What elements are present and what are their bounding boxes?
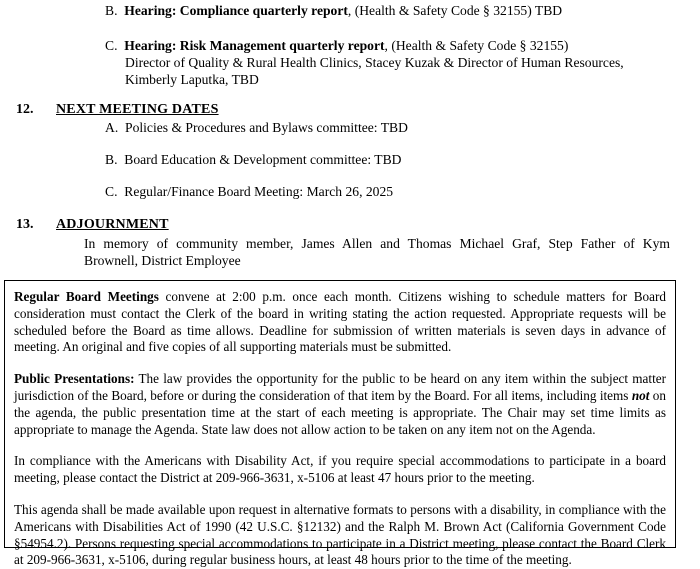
section-12-title: NEXT MEETING DATES	[56, 102, 219, 117]
item-title: Hearing: Compliance quarterly report	[124, 3, 348, 18]
notice-text: on the agenda, the public presentation time at the start of each meeting is appropriate. The Chair may set time limits as appropriate to manage the Agenda. State law does not allow action to be taken on any item not on the Agenda.	[14, 387, 666, 437]
agenda-item-b	[105, 2, 562, 19]
notice-public-presentations	[14, 371, 666, 438]
item-letter: A.	[105, 120, 119, 135]
next-meeting-item	[105, 151, 402, 168]
item-detail: , (Health & Safety Code § 32155)	[384, 38, 569, 53]
section-13-number: 13.	[16, 217, 34, 232]
adjournment-text-continued: Brownell, District Employee	[84, 253, 241, 268]
section-12-number: 12.	[16, 102, 34, 117]
adjournment-text: In memory of community member, James Allen and Thomas Michael Graf, Step Father of Kym	[84, 236, 670, 251]
notice-ada-compliance	[14, 453, 666, 487]
next-meeting-item	[105, 119, 408, 136]
item-letter: B.	[105, 3, 118, 18]
item-letter: C.	[105, 184, 118, 199]
item-letter: B.	[105, 152, 118, 167]
item-letter: C.	[105, 38, 118, 53]
meeting-notice-box	[4, 280, 676, 568]
item-title: Hearing: Risk Management quarterly report	[124, 38, 385, 53]
item-c-continuation: Director of Quality & Rural Health Clinics, Stacey Kuzak & Director of Human Resources,	[125, 55, 624, 70]
item-text: Regular/Finance Board Meeting: March 26, 2025	[124, 184, 394, 199]
notice-emphasis: not	[631, 387, 650, 403]
notice-text: The law provides the opportunity for the public to be heard on any item within the subject matter jurisdiction of the Board, before or during the consideration of that item by the Board. For all items, including items	[14, 371, 666, 403]
notice-regular-meetings	[14, 289, 666, 356]
notice-text: This agenda shall be made available upon request in alternative formats to persons with a disability, in compliance with the Americans with Disabilities Act of 1990 (42 U.S.C. §12132) and the Ralph M. Brown Act (California Government Code §54954.2). Persons requesting special accommodations to participate in a District meeting, please contact the Board Clerk at 209-966-3631, x-5106, during regular business hours, at least 48 hours prior to the time of the meeting.	[14, 501, 666, 568]
item-detail: , (Health & Safety Code § 32155) TBD	[347, 3, 563, 18]
notice-text: convene at 2:00 p.m. once each month. Citizens wishing to schedule matters for Board consideration must contact the Clerk of the board in writing stating the action requested. Appropriate requests will be scheduled before the Board as time allows. Deadline for submission of written materials is seven days in advance of meeting. An original and five copies of all supporting materials must be submitted.	[14, 289, 666, 355]
next-meeting-item	[105, 183, 393, 200]
notice-alternative-formats	[14, 502, 666, 569]
notice-label: Public Presentations:	[14, 371, 135, 387]
item-text: Board Education & Development committee: TBD	[124, 152, 402, 167]
agenda-item-c	[105, 37, 568, 54]
notice-label: Regular Board Meetings	[14, 289, 159, 304]
section-13-title: ADJOURNMENT	[56, 217, 169, 232]
item-c-continuation-2: Kimberly Laputka, TBD	[125, 72, 259, 87]
notice-text: In compliance with the Americans with Disability Act, if you require special accommodations to participate in a board meeting, please contact the District at 209-966-3631, x-5106 at least 47 hours prior to the meeting.	[14, 453, 666, 486]
item-text: Policies & Procedures and Bylaws committee: TBD	[125, 120, 408, 135]
